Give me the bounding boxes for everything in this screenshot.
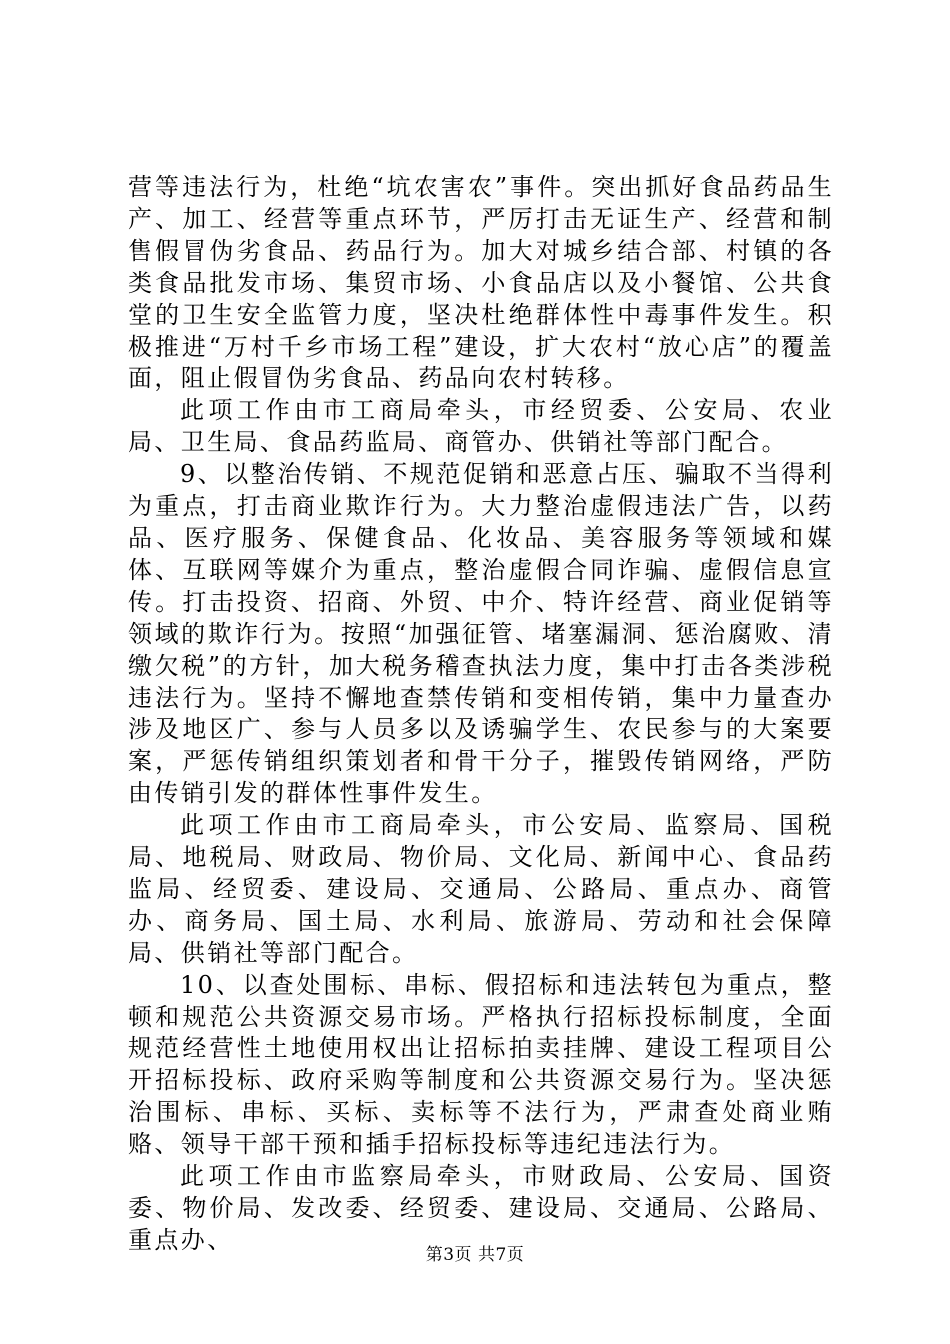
page-number-footer: 第3页 共7页 bbox=[425, 1245, 525, 1265]
paragraph-responsibility-8: 此项工作由市工商局牵头，市经贸委、公安局、农业局、卫生局、食品药监局、商管办、供销社等部门配合。 bbox=[128, 396, 834, 457]
paragraph-item-10: 10、以查处围标、串标、假招标和违法转包为重点，整顿和规范公共资源交易市场。严格执行招标投标制度，全面规范经营性土地使用权出让招标拍卖挂牌、建设工程项目公开招标投标、政府采购等制度和公共资源交易行为。坚决惩治围标、串标、买标、卖标等不法行为，严肃查处商业贿赂、领导干部干预和插手招标投标等违纪违法行为。 bbox=[128, 970, 834, 1159]
paragraph-item-9: 9、以整治传销、不规范促销和恶意占压、骗取不当得利为重点，打击商业欺诈行为。大力整治虚假违法广告，以药品、医疗服务、保健食品、化妆品、美容服务等领域和媒体、互联网等媒介为重点，整治虚假合同诈骗、虚假信息宣传。打击投资、招商、外贸、中介、特许经营、商业促销等领域的欺诈行为。按照“加强征管、堵塞漏洞、惩治腐败、清缴欠税”的方针，加大税务稽查执法力度，集中打击各类涉税违法行为。坚持不懈地查禁传销和变相传销，集中力量查办涉及地区广、参与人员多以及诱骗学生、农民参与的大案要案，严惩传销组织策划者和骨干分子，摧毁传销网络，严防由传销引发的群体性事件发生。 bbox=[128, 460, 834, 808]
document-body bbox=[128, 172, 834, 1257]
paragraph-continuation: 营等违法行为，杜绝“坑农害农”事件。突出抓好食品药品生产、加工、经营等重点环节，严厉打击无证生产、经营和制售假冒伪劣食品、药品行为。加大对城乡结合部、村镇的各类食品批发市场、集贸市场、小食品店以及小餐馆、公共食堂的卫生安全监管力度，坚决杜绝群体性中毒事件发生。积极推进“万村千乡市场工程”建设，扩大农村“放心店”的覆盖面，阻止假冒伪劣食品、药品向农村转移。 bbox=[128, 173, 834, 393]
paragraph-responsibility-10: 此项工作由市监察局牵头，市财政局、公安局、国资委、物价局、发改委、经贸委、建设局、交通局、公路局、重点办、 bbox=[128, 1162, 834, 1254]
paragraph-responsibility-9: 此项工作由市工商局牵头，市公安局、监察局、国税局、地税局、财政局、物价局、文化局、新闻中心、食品药监局、经贸委、建设局、交通局、公路局、重点办、商管办、商务局、国土局、水利局、旅游局、劳动和社会保障局、供销社等部门配合。 bbox=[128, 811, 834, 967]
